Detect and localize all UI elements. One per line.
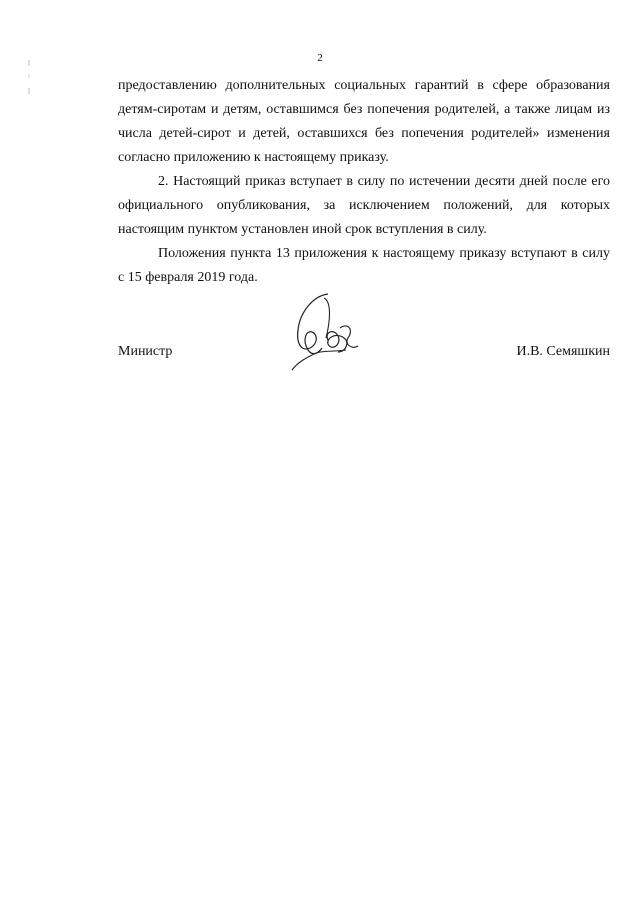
signer-name: И.В. Семяшкин: [516, 344, 610, 359]
page-number: 2: [317, 52, 323, 64]
paragraph-item-2: 2. Настоящий приказ вступает в силу по истечении десяти дней после его официального опубликования, за исключением положений, для которых настоящим пунктом установлен иной срок вступления в силу.: [118, 174, 610, 237]
document-body: [118, 74, 610, 290]
handwritten-signature: [288, 292, 368, 372]
signer-title: Министр: [118, 344, 173, 359]
paragraph-provisions: Положения пункта 13 приложения к настоящему приказу вступают в силу с 15 февраля 2019 года.: [118, 246, 610, 285]
signature-block: [118, 292, 610, 382]
margin-scan-marks: [27, 60, 31, 100]
paragraph-continuation: предоставлению дополнительных социальных гарантий в сфере образования детям-сиротам и детям, оставшимся без попечения родителей, а также лицам из числа детей-сирот и детей, оставшихся без попечения родителей» изменения согласно приложению к настоящему приказу.: [118, 78, 610, 165]
